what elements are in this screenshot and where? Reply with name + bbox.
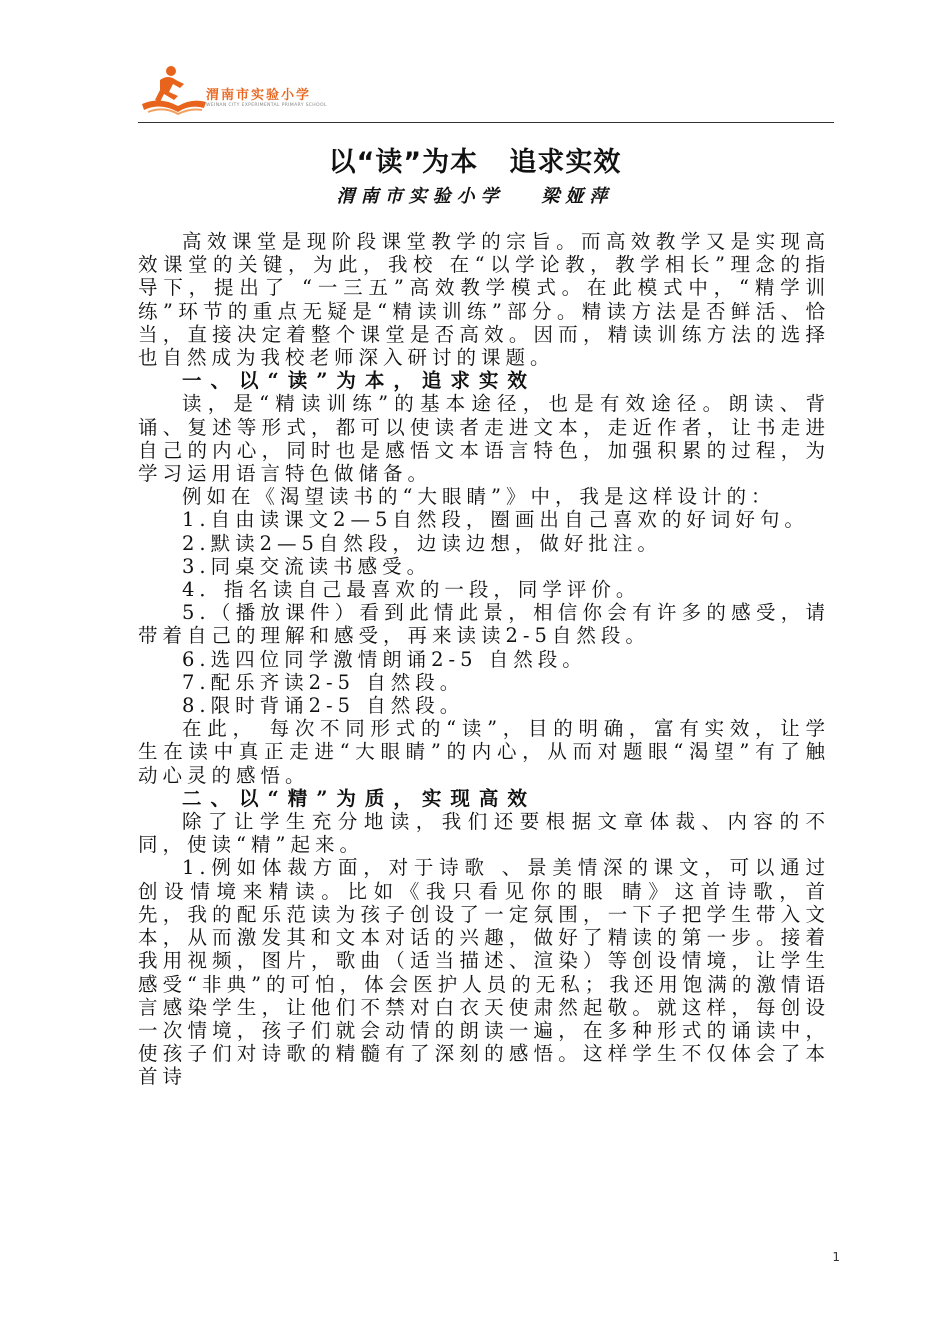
list-item: 1.自由读课文2—5自然段，圈画出自己喜欢的好词好句。 [182, 508, 809, 532]
section-heading: 一、以“读”为本，追求实效 [182, 369, 536, 393]
paragraph: 高效课堂是现阶段课堂教学的宗旨。而高效教学又是实现高效课堂的关键，为此，我校 在“以学论教，教学相长”理念的指导下，提出了 “一三五”高效教学模式。在此模式中，“精学训练”环节的重点无疑是“精读训练”部分。精读方法是否鲜活、恰当，直接决定着整个课堂是否高效。因而，精读训练方法的选择也自然成为我校老师深入研讨的课题。 [138, 230, 830, 370]
list-item: 3.同桌交流读书感受。 [182, 554, 432, 578]
page-number: 1 [832, 1250, 840, 1264]
document-body [138, 230, 830, 1089]
header-divider [138, 122, 834, 123]
section-heading: 二、以“精”为质，实现高效 [182, 786, 536, 810]
paragraph: 读，是“精读训练”的基本途径，也是有效途径。朗读、背诵、复述等形式，都可以使读者走进文本，走近作者，让书走进自己的内心，同时也是感悟文本语言特色，加强积累的过程，为学习运用语言特色做储备。 [138, 392, 830, 486]
paragraph: 除了让学生充分地读，我们还要根据文章体裁、内容的不同，使读“精”起来。 [138, 810, 830, 857]
paragraph: 例如在《渴望读书的“大眼睛”》中，我是这样设计的： [182, 485, 776, 509]
school-header [138, 62, 828, 118]
list-item: 5.（播放课件）看到此情此景，相信你会有许多的感受，请带着自己的理解和感受，再来读读2-5自然段。 [138, 601, 830, 648]
list-item: 8.限时背诵2-5 自然段。 [182, 694, 465, 718]
list-item: 1.例如体裁方面，对于诗歌 、景美情深的课文，可以通过创设情境来精读。比如《我只看见你的眼 睛》这首诗歌，首先，我的配乐范读为孩子创设了一定氛围，一下子把学生带入文本，从而激发其和文本对话的兴趣，做好了精读的第一步。接着我用视频，图片，歌曲（适当描述、渲染）等创设情境，让学生感受“非典”的可怕，体会医护人员的无私；我还用饱满的激情语言感染学生，让他们不禁对白衣天使肃然起敬。就这样，每创设一次情境，孩子们就会动情的朗读一遍，在多种形式的诵读中，使孩子们对诗歌的精髓有了深刻的感悟。这样学生不仅体会了本首诗 [138, 856, 830, 1089]
list-item: 4．指名读自己最喜欢的一段，同学评价。 [182, 578, 641, 602]
list-item: 7.配乐齐读2-5 自然段。 [182, 670, 465, 694]
list-item: 6.选四位同学激情朗诵2-5 自然段。 [182, 647, 587, 671]
list-item: 2.默读2—5自然段，边读边想，做好批注。 [182, 531, 662, 555]
running-figure-book-icon [138, 62, 210, 118]
document-author: 渭南市实验小学 梁娅萍 [336, 186, 614, 207]
school-logo-text: 渭南市实验小学 [206, 88, 312, 103]
school-logo-english: WEINAN CITY EXPERIMENTAL PRIMARY SCHOOL [206, 103, 327, 108]
paragraph: 在此， 每次不同形式的“读”，目的明确，富有实效，让学生在读中真正走进“大眼睛”的内心，从而对题眼“渴望”有了触动心灵的感悟。 [138, 717, 830, 787]
document-title: 以“读”为本 追求实效 [328, 147, 622, 178]
